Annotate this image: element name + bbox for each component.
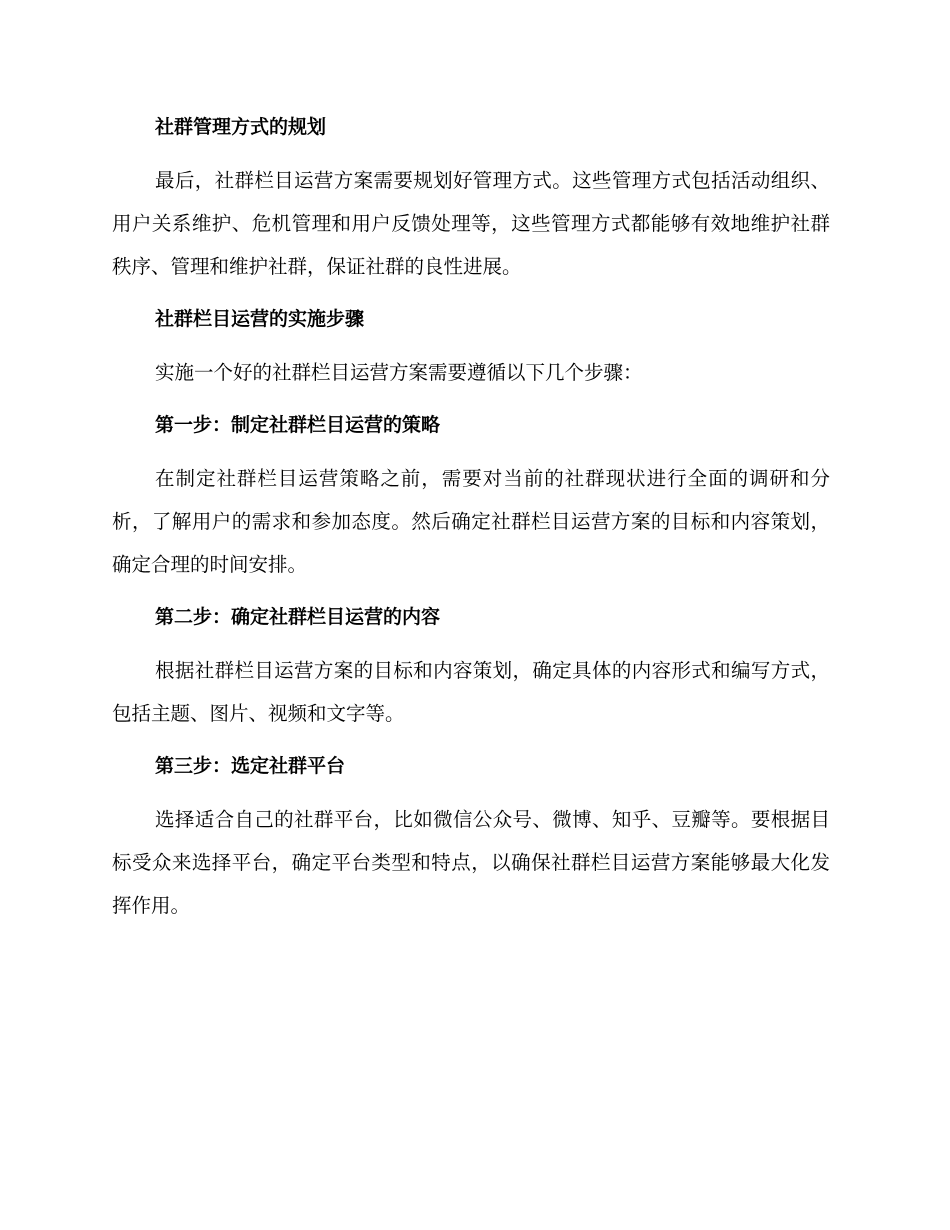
section-paragraph: 根据社群栏目运营方案的目标和内容策划，确定具体的内容形式和编写方式，包括主题、图片、视频和文字等。 xyxy=(112,659,830,725)
section-heading: 社群栏目运营的实施步骤 xyxy=(155,308,365,330)
section-heading: 社群管理方式的规划 xyxy=(155,116,327,138)
section-paragraph: 选择适合自己的社群平台，比如微信公众号、微博、知乎、豆瓣等。要根据目标受众来选择平台，确定平台类型和特点，以确保社群栏目运营方案能够最大化发挥作用。 xyxy=(112,808,830,917)
section-heading: 第三步：选定社群平台 xyxy=(155,755,346,777)
section-heading: 第二步：确定社群栏目运营的内容 xyxy=(155,606,441,628)
section-paragraph: 在制定社群栏目运营策略之前，需要对当前的社群现状进行全面的调研和分析，了解用户的需求和参加态度。然后确定社群栏目运营方案的目标和内容策划，确定合理的时间安排。 xyxy=(112,467,830,576)
section-paragraph: 最后，社群栏目运营方案需要规划好管理方式。这些管理方式包括活动组织、用户关系维护、危机管理和用户反馈处理等，这些管理方式都能够有效地维护社群秩序、管理和维护社群，保证社群的良性进展。 xyxy=(112,169,830,278)
section-heading: 第一步：制定社群栏目运营的策略 xyxy=(155,414,441,436)
document-body xyxy=(112,106,830,927)
section-paragraph: 实施一个好的社群栏目运营方案需要遵循以下几个步骤： xyxy=(155,361,643,384)
